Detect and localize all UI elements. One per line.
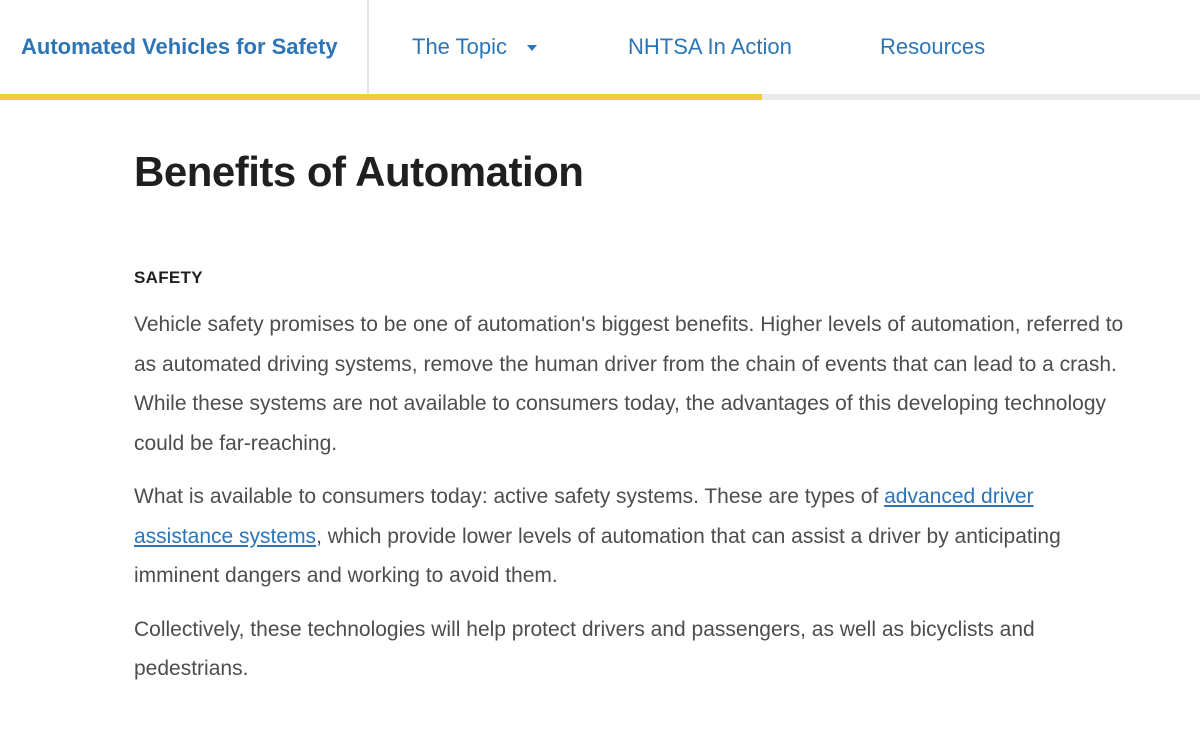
paragraph-text: What is available to consumers today: active safety systems. These are types of bbox=[134, 485, 885, 508]
nav-item-nhtsa-in-action[interactable] bbox=[628, 0, 792, 94]
nav-item-the-topic[interactable] bbox=[412, 0, 537, 94]
nav-item-label: Resources bbox=[880, 34, 986, 59]
chevron-down-icon bbox=[527, 45, 537, 51]
main-content bbox=[0, 148, 1200, 689]
adas-link[interactable]: advanced driver assistance systems bbox=[134, 485, 1034, 548]
nav-item-resources[interactable] bbox=[880, 0, 985, 94]
scroll-progress-bar bbox=[0, 94, 1200, 100]
paragraph: Vehicle safety promises to be one of automation's biggest benefits. Higher levels of automation, referred to as automated driving systems, remove the human driver from the chain of events that can lead to a crash. While these systems are not available to consumers today, the advantages of this developing technology could be far-reaching. bbox=[134, 313, 1124, 455]
section-heading-safety: SAFETY bbox=[134, 268, 203, 287]
top-navigation bbox=[0, 0, 1200, 100]
paragraph-text: , which provide lower levels of automation that can assist a driver by anticipating imminent dangers and working to avoid them. bbox=[134, 524, 1061, 587]
brand-link[interactable]: Automated Vehicles for Safety bbox=[0, 0, 369, 94]
paragraph: Collectively, these technologies will help protect drivers and passengers, as well as bicyclists and pedestrians. bbox=[134, 617, 1035, 680]
nav-item-label: The Topic bbox=[412, 34, 507, 59]
scroll-progress-fill bbox=[0, 94, 762, 100]
page-title: Benefits of Automation bbox=[134, 148, 584, 195]
paragraph bbox=[134, 477, 1130, 596]
nav-item-label: NHTSA In Action bbox=[628, 34, 792, 59]
